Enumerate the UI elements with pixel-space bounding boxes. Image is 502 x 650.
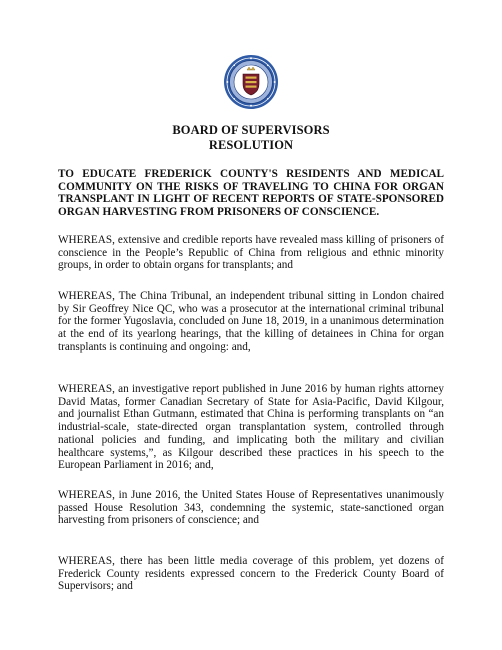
whereas-paragraph-2: WHEREAS, The China Tribunal, an independent tribunal sitting in London chaired by Sir Geoffrey Nice QC, who was a prosecutor at the international criminal tribunal for the former Yugoslavia, concluded on June 18, 2019, in a unanimous determination at the end of its yearlong hearings, that the killing of detainees in China for organ transplants is continuing and ongoing: and,: [58, 290, 444, 353]
county-seal-icon: [223, 54, 279, 110]
whereas-paragraph-5: WHEREAS, there has been little media coverage of this problem, yet dozens of Frederick County residents expressed concern to the Frederick County Board of Supervisors; and: [58, 555, 444, 593]
whereas-paragraph-1: WHEREAS, extensive and credible reports have revealed mass killing of prisoners of conscience in the People’s Republic of China from religious and ethnic minority groups, in order to obtain organs for transplants; and: [58, 234, 444, 272]
whereas-paragraph-4: WHEREAS, in June 2016, the United States House of Representatives unanimously passed House Resolution 343, condemning the systemic, state-sanctioned organ harvesting from prisoners of conscience; and: [58, 489, 444, 527]
document-subheading: RESOLUTION: [208, 138, 294, 152]
document-heading: BOARD OF SUPERVISORS: [172, 123, 330, 137]
resolution-subject: TO EDUCATE FREDERICK COUNTY'S RESIDENTS AND MEDICAL COMMUNITY ON THE RISKS OF TRAVELING TO CHINA FOR ORGAN TRANSPLANT IN LIGHT OF RECENT REPORTS OF STATE-SPONSORED ORGAN HARVESTING FROM PRISONERS OF CONSCIENCE.: [58, 168, 444, 218]
whereas-paragraph-3: WHEREAS, an investigative report published in June 2016 by human rights attorney David Matas, former Canadian Secretary of State for Asia-Pacific, David Kilgour, and journalist Ethan Gutmann, estimated that China is performing transplants on “an industrial-scale, state-directed organ transplantation system, controlled through national policies and funding, and implicating both the military and civilian healthcare systems,”, as Kilgour described these practices in his speech to the European Parliament in 2016; and,: [58, 383, 444, 472]
